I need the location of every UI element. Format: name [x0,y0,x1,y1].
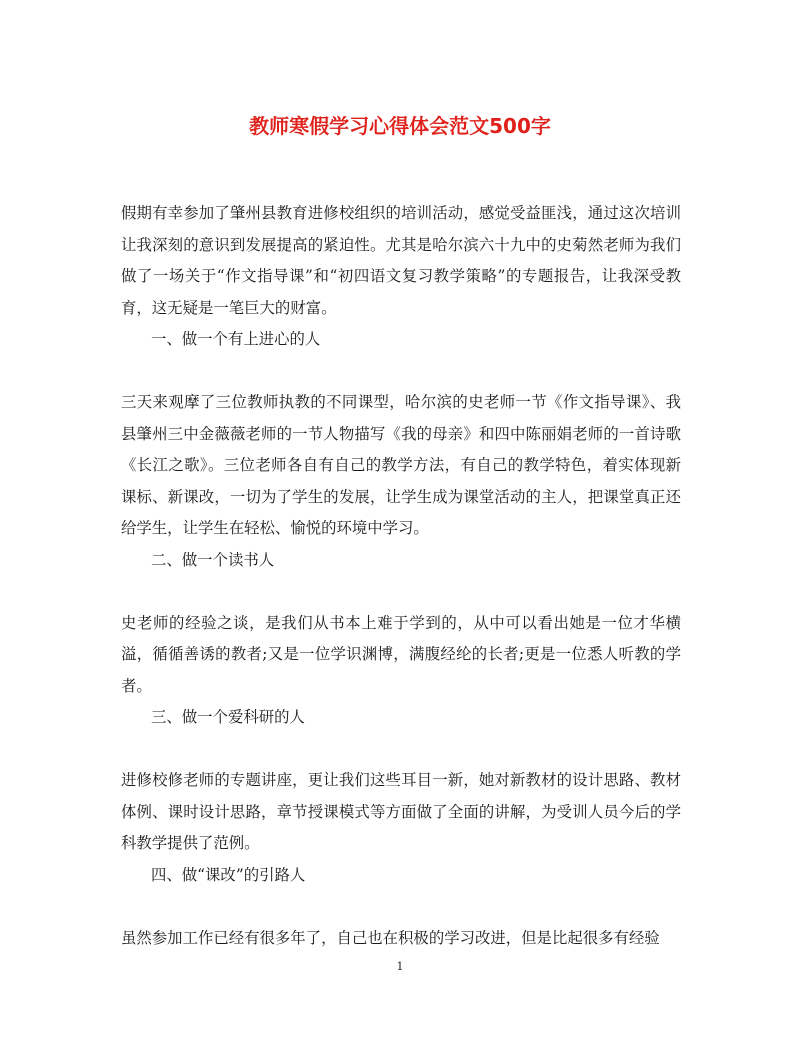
paragraph-2: 三天来观摩了三位教师执教的不同课型，哈尔滨的史老师一节《作文指导课》、我县肇州三中金薇薇老师的一节人物描写《我的母亲》和四中陈丽娟老师的一首诗歌《长江之歌》。三位老师各自有自己的教学方法，有自己的教学特色，着实体现新课标、新课改，一切为了学生的发展，让学生成为课堂活动的主人，把课堂真正还给学生，让学生在轻松、愉悦的环境中学习。 [121,393,681,537]
page-title: 教师寒假学习心得体会范文500字 [249,114,551,138]
paragraph-5: 虽然参加工作已经有很多年了，自己也在积极的学习改进，但是比起很多有经验 [121,928,660,947]
paragraph-1: 假期有幸参加了肇州县教育进修校组织的培训活动，感觉受益匪浅，通过这次培训让我深刻的意识到发展提高的紧迫性。尤其是哈尔滨六十九中的史菊然老师为我们做了一场关于“作文指导课”和“初四语文复习教学策略”的专题报告，让我深受教育，这无疑是一笔巨大的财富。 [121,204,681,317]
heading-2: 二、做一个读书人 [151,550,275,569]
page-number: 1 [396,960,404,973]
heading-1: 一、做一个有上进心的人 [151,330,321,348]
document-body [121,198,681,954]
heading-3: 三、做一个爱科研的人 [151,708,305,726]
heading-4: 四、做“课改”的引路人 [151,865,306,884]
paragraph-3: 史老师的经验之谈，是我们从书本上难于学到的，从中可以看出她是一位才华横溢，循循善诱的教者;又是一位学识渊博，满腹经纶的长者;更是一位悉人听教的学者。 [121,613,681,695]
paragraph-4: 进修校修老师的专题讲座，更让我们这些耳目一新，她对新教材的设计思路、教材体例、课时设计思路，章节授课模式等方面做了全面的讲解，为受训人员今后的学科教学提供了范例。 [121,771,681,852]
